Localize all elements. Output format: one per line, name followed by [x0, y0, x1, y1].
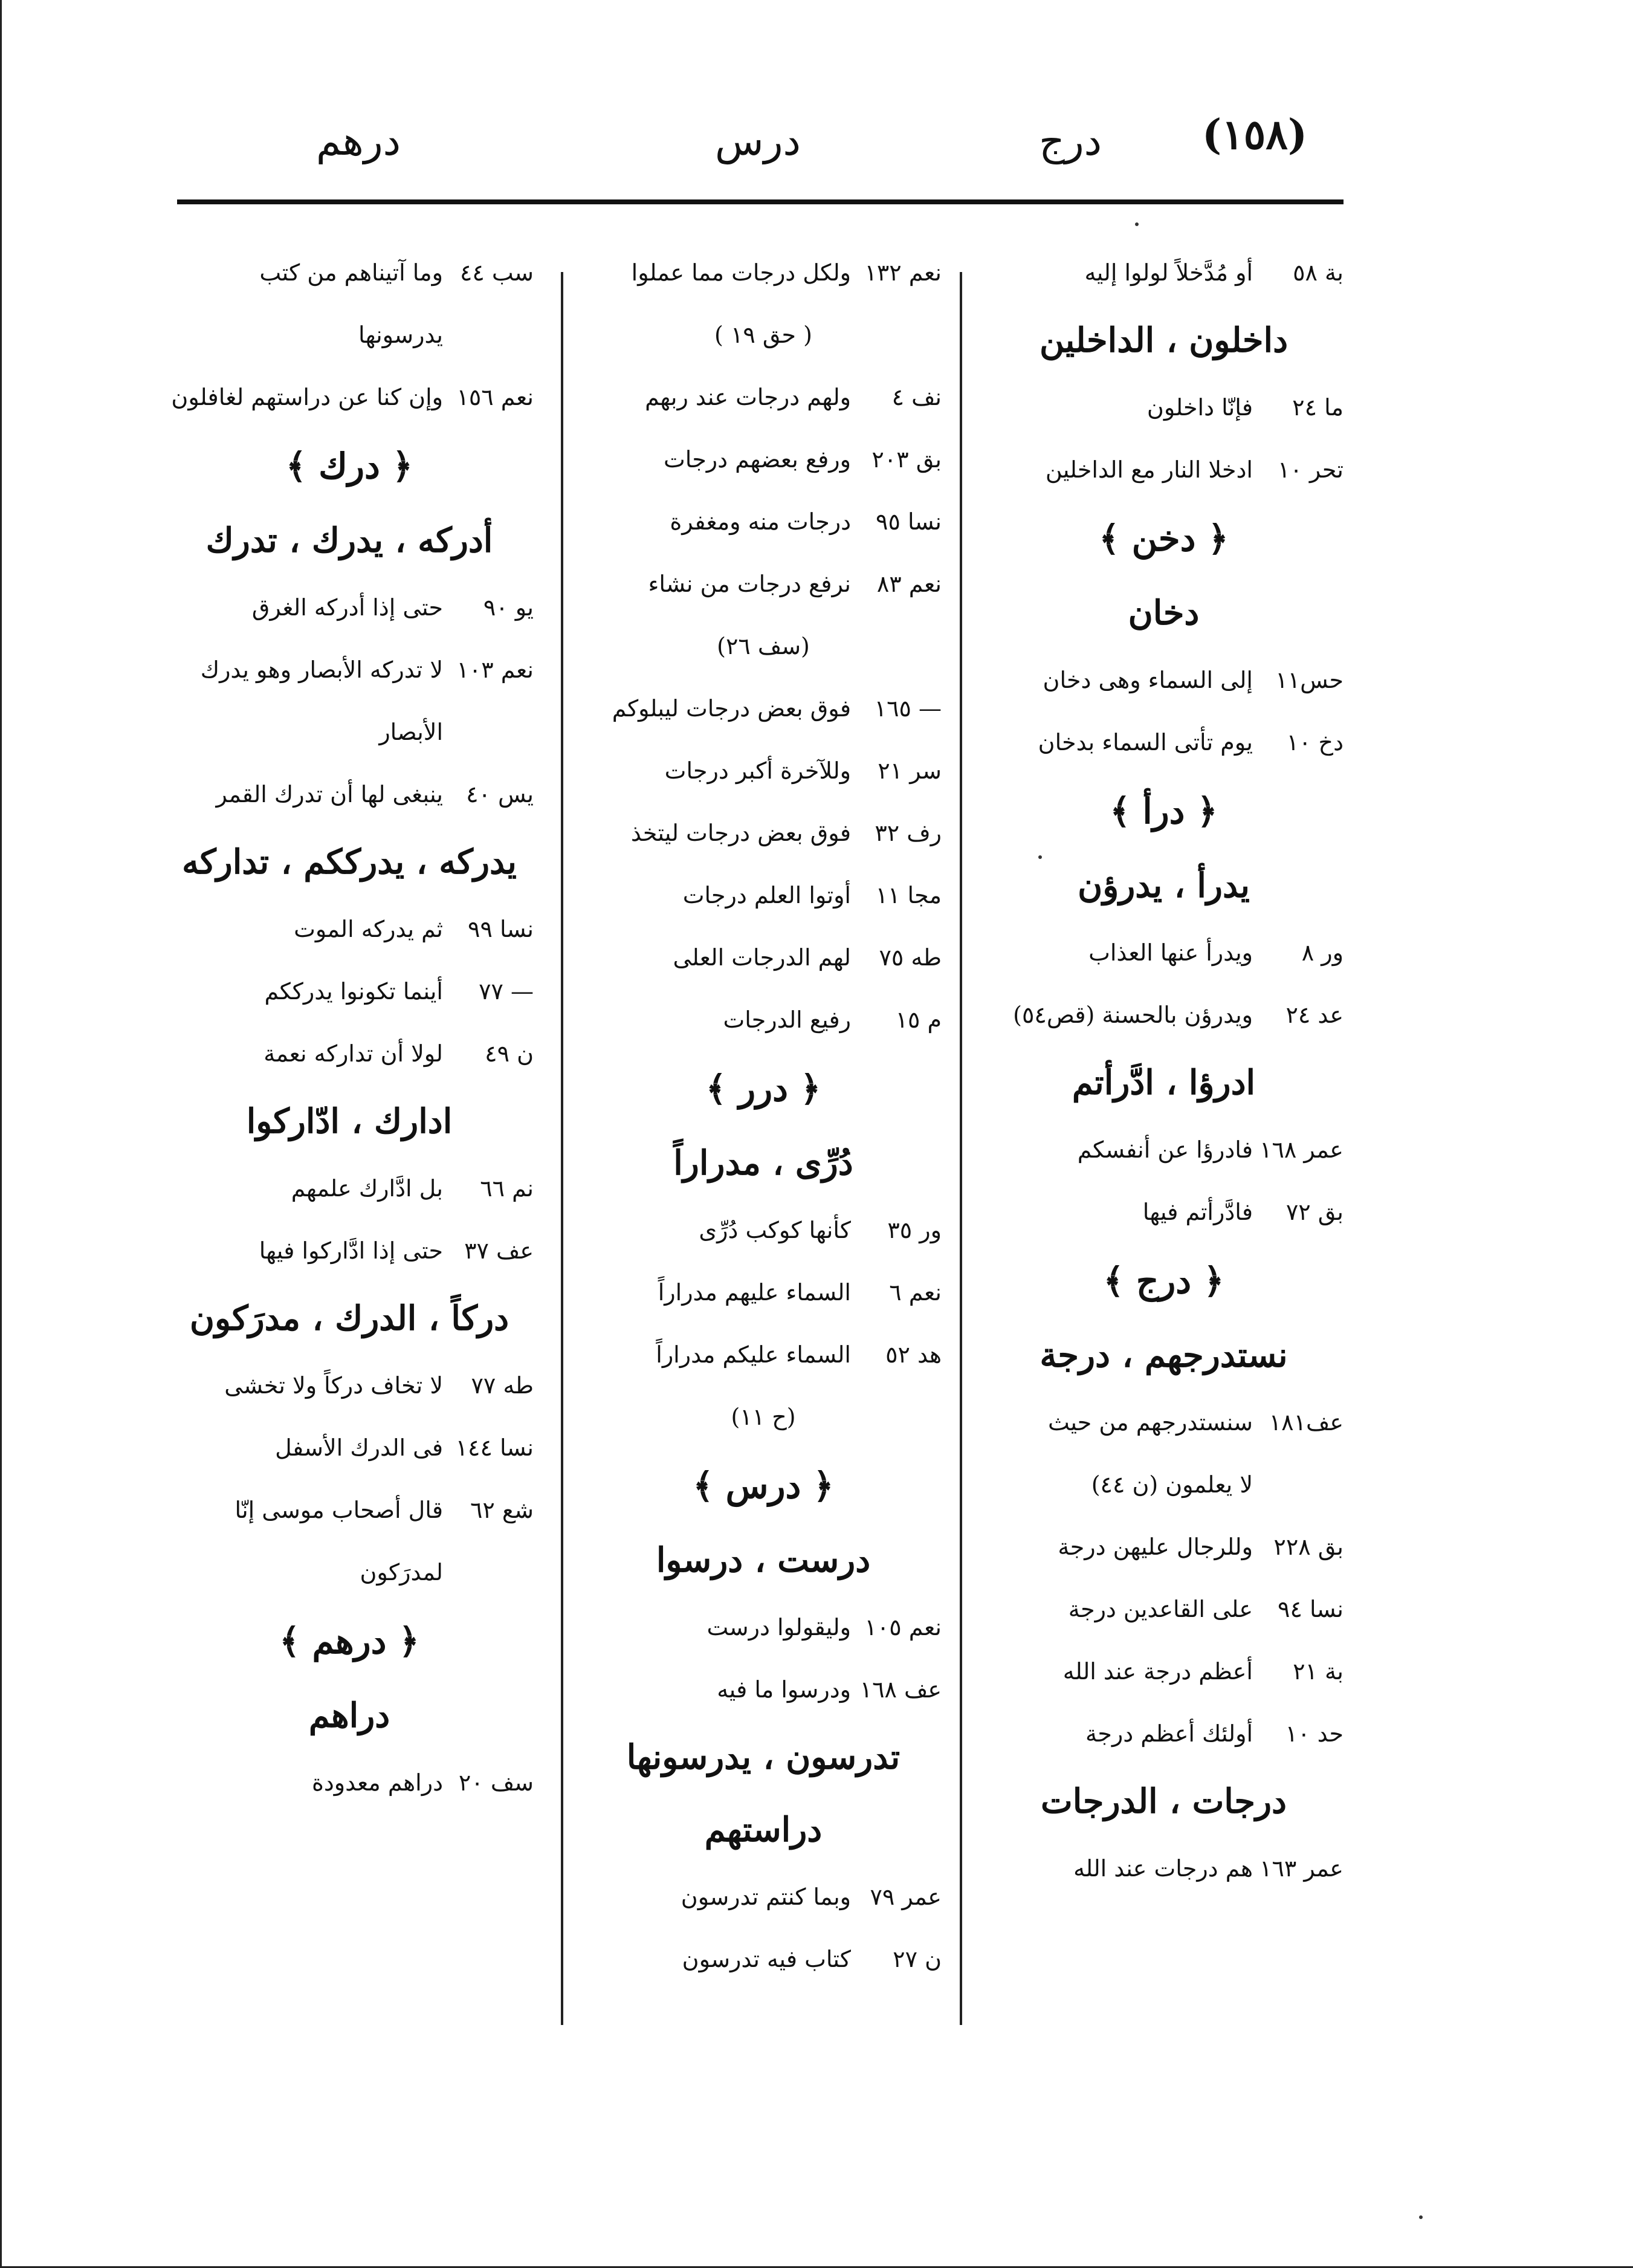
entry-text: ادخلا النار مع الداخلين — [1045, 456, 1253, 483]
headword: دركاً ، الدرك ، مدرَكون — [189, 1298, 509, 1338]
entry-line — [585, 429, 942, 491]
entry-line — [165, 366, 534, 429]
entry-text: وما آتيناهم من كتب — [259, 259, 443, 286]
entry-text: أولئك أعظم درجة — [1085, 1720, 1253, 1747]
entry-reference: ور ٣٥ — [887, 1217, 942, 1243]
page-header — [177, 106, 1344, 190]
headword: دراستهم — [704, 1810, 823, 1850]
entry-text: دراهم معدودة — [311, 1769, 443, 1796]
entry-reference: عمر ٧٩ — [870, 1884, 942, 1910]
entry-line — [165, 1355, 534, 1417]
entry-reference: بة ٥٨ — [1293, 259, 1344, 286]
root-heading: ﴿ درأ ﴾ — [1110, 791, 1218, 832]
entry-reference: تحر ١٠ — [1278, 456, 1344, 483]
entry-reference: نف ٤ — [891, 384, 942, 410]
cross-reference: ( حق ١٩ ) — [714, 322, 812, 348]
entry-text: أينما تكونوا يدرككم — [264, 978, 443, 1005]
entry-text: ورفع بعضهم درجات — [663, 446, 851, 473]
entry-text: لا تخاف دركاً ولا تخشى — [224, 1372, 443, 1399]
entry-line — [585, 864, 942, 927]
entry-text: لهم الدرجات العلى — [673, 944, 851, 971]
entry-line — [165, 639, 534, 701]
entry-text: حتى إذا ادَّاركوا فيها — [259, 1237, 443, 1264]
entry-line — [585, 989, 942, 1051]
entry-text: ثم يدركه الموت — [294, 916, 443, 942]
entry-reference: طه ٧٥ — [879, 944, 942, 971]
entry-text: كأنها كوكب دُرِّى — [699, 1217, 851, 1243]
entry-reference: نعم ١٠٥ — [864, 1614, 942, 1641]
headword: أدركه ، يدرك ، تدرك — [205, 520, 493, 560]
entry-line — [585, 1262, 942, 1324]
entry-line — [585, 740, 942, 802]
entry-reference: سر ٢١ — [878, 757, 942, 784]
entry-line — [984, 1578, 1344, 1641]
column-right — [984, 242, 1344, 1900]
entry-reference: هد ٥٢ — [885, 1341, 942, 1368]
entry-line — [984, 439, 1344, 501]
entry-text: كتاب فيه تدرسون — [682, 1946, 851, 1972]
entry-continuation: لا يعلمون (ن ٤٤) — [1091, 1471, 1253, 1498]
entry-text: وإن كنا عن دراستهم لغافلون — [171, 384, 443, 410]
entry-text: هم درجات عند الله — [1073, 1855, 1253, 1882]
entry-reference: عف ٣٧ — [464, 1237, 534, 1264]
entry-line — [165, 763, 534, 826]
entry-reference: نسا ٩٩ — [468, 916, 534, 942]
entry-reference: يو ٩٠ — [483, 594, 534, 621]
page-number: (١٥٨) — [1202, 111, 1307, 159]
entry-line — [585, 491, 942, 553]
entry-line — [585, 1928, 942, 1991]
entry-reference: شع ٦٢ — [470, 1497, 534, 1523]
entry-text: وللآخرة أكبر درجات — [664, 757, 851, 784]
entry-text: السماء عليكم مدراراً — [656, 1341, 851, 1368]
entry-text: إلى السماء وهى دخان — [1043, 667, 1253, 693]
speck — [1135, 222, 1139, 226]
entry-reference: نعم ٨٣ — [876, 571, 942, 597]
entry-text: أوتوا العلم درجات — [682, 882, 851, 909]
entry-line — [585, 1199, 942, 1262]
entry-reference: بة ٢١ — [1293, 1658, 1344, 1685]
headword: دخان — [1128, 593, 1200, 633]
entry-text: رفيع الدرجات — [723, 1006, 851, 1033]
entry-text: نرفع درجات من نشاء — [648, 571, 851, 597]
entry-line — [165, 577, 534, 639]
entry-line — [585, 366, 942, 429]
entry-line — [165, 1752, 534, 1814]
entry-reference: دخ ١٠ — [1286, 729, 1344, 756]
entry-line — [984, 377, 1344, 439]
entry-reference: م ١٥ — [895, 1006, 942, 1033]
entry-text: درجات منه ومغفرة — [670, 508, 851, 535]
entry-text: على القاعدين درجة — [1068, 1596, 1253, 1622]
entry-text: ودرسوا ما فيه — [717, 1676, 851, 1703]
root-heading: ﴿ درك ﴾ — [286, 446, 413, 487]
entry-reference: نعم ١٥٦ — [456, 384, 534, 410]
entry-text: أو مُدَّخلاً لولوا إليه — [1084, 259, 1253, 286]
entry-reference: مجا ١١ — [875, 882, 942, 909]
entry-line — [984, 1703, 1344, 1765]
headword: نستدرجهم ، درجة — [1040, 1335, 1288, 1375]
column-left — [165, 242, 534, 1814]
entry-line — [984, 649, 1344, 711]
entry-text: لولا أن تداركه نعمة — [264, 1040, 443, 1067]
headword: دُرِّى ، مدراراً — [673, 1143, 853, 1183]
entry-line — [585, 1596, 942, 1659]
entry-reference: ما ٢٤ — [1292, 394, 1344, 421]
entry-reference: — ٧٧ — [479, 978, 534, 1005]
entry-text: فوق بعض درجات ليبلوكم — [612, 695, 851, 722]
entry-line — [984, 1181, 1344, 1243]
entry-line — [585, 802, 942, 864]
entry-reference: عف١٨١ — [1269, 1409, 1344, 1436]
entry-reference: عمر ١٦٨ — [1260, 1136, 1344, 1163]
entry-text: وبما كنتم تدرسون — [681, 1884, 851, 1910]
entry-continuation: يدرسونها — [358, 322, 443, 348]
header-root-center: درس — [715, 118, 801, 164]
entry-line — [984, 242, 1344, 304]
entry-text: فادَّرأتم فيها — [1142, 1199, 1253, 1225]
entry-text: السماء عليهم مدراراً — [658, 1279, 851, 1306]
entry-line — [585, 1324, 942, 1386]
root-heading: ﴿ درس ﴾ — [693, 1465, 834, 1506]
entry-text: حتى إذا أدركه الغرق — [251, 594, 443, 621]
entry-text: بل ادَّارك علمهم — [291, 1175, 443, 1202]
entry-text: يوم تأتى السماء بدخان — [1038, 729, 1253, 756]
entry-reference: عمر ١٦٣ — [1260, 1855, 1344, 1882]
entry-line — [585, 1659, 942, 1721]
cross-reference: (ح ١١) — [731, 1404, 796, 1430]
entry-line — [984, 1516, 1344, 1578]
speck — [1038, 855, 1042, 859]
entry-continuation: الأبصار — [379, 719, 443, 745]
entry-continuation: لمدرَكون — [360, 1559, 443, 1586]
entry-text: فادرؤا عن أنفسكم — [1077, 1136, 1253, 1163]
root-heading: ﴿ درهم ﴾ — [279, 1621, 419, 1662]
headword: ادارك ، ادّاركوا — [246, 1101, 453, 1141]
entry-text: سنستدرجهم من حيث — [1048, 1409, 1253, 1436]
entry-reference: نعم ٦ — [889, 1279, 942, 1306]
entry-text: ينبغى لها أن تدرك القمر — [216, 781, 443, 808]
entry-text: ولكل درجات مما عملوا — [631, 259, 851, 286]
headword: دراهم — [308, 1696, 390, 1735]
headword: داخلون ، الداخلين — [1039, 320, 1289, 360]
entry-line — [165, 1158, 534, 1220]
column-middle — [585, 242, 942, 1991]
speck — [1419, 2215, 1423, 2219]
entry-text: وليقولوا درست — [707, 1614, 851, 1641]
entry-line — [984, 984, 1344, 1046]
entry-reference: سب ٤٤ — [459, 259, 534, 286]
entry-line — [984, 1392, 1344, 1454]
entry-text: قال أصحاب موسى إنّا — [234, 1497, 443, 1523]
headword: ادرؤا ، ادَّرأتم — [1072, 1063, 1256, 1103]
entry-reference: نسا ١٤٤ — [455, 1434, 534, 1461]
column-divider-left — [561, 272, 563, 2025]
entry-line — [165, 1220, 534, 1282]
entry-reference: عف ١٦٨ — [859, 1676, 942, 1703]
entry-line — [165, 1479, 534, 1541]
entry-line — [165, 242, 534, 304]
header-root-right: درج — [1039, 118, 1102, 164]
entry-line — [984, 922, 1344, 984]
entry-text: ويدرؤن بالحسنة (قص٥٤) — [1013, 1002, 1253, 1028]
entry-reference: نعم ١٣٢ — [864, 259, 942, 286]
entry-reference: نسا ٩٥ — [876, 508, 942, 535]
headword: يدركه ، يدرككم ، تداركه — [182, 842, 517, 882]
entry-text: أعظم درجة عند الله — [1062, 1658, 1253, 1685]
entry-line — [984, 1119, 1344, 1181]
entry-reference: رف ٣٢ — [875, 820, 942, 846]
entry-reference: بق ٢٢٨ — [1273, 1534, 1344, 1560]
root-heading: ﴿ درج ﴾ — [1103, 1260, 1224, 1301]
entry-reference: — ١٦٥ — [874, 695, 942, 722]
entry-reference: نسا ٩٤ — [1278, 1596, 1344, 1622]
header-root-left: درهم — [316, 118, 401, 164]
entry-reference: نم ٦٦ — [480, 1175, 534, 1202]
entry-line — [585, 1866, 942, 1928]
cross-reference: (سف ٢٦) — [717, 633, 810, 659]
entry-reference: حس١١ — [1275, 667, 1344, 693]
headword: درجات ، الدرجات — [1041, 1781, 1287, 1821]
entry-reference: ن ٢٧ — [893, 1946, 942, 1972]
column-divider-right — [960, 272, 962, 2025]
entry-reference: نعم ١٠٣ — [456, 656, 534, 683]
entry-reference: بق ٢٠٣ — [871, 446, 942, 473]
headword: يدرأ ، يدرؤن — [1078, 866, 1250, 906]
entry-reference: يس ٤٠ — [466, 781, 534, 808]
entry-text: فإنّا داخلون — [1146, 394, 1253, 421]
entry-text: لا تدركه الأبصار وهو يدرك — [200, 656, 443, 683]
root-heading: ﴿ دخن ﴾ — [1099, 518, 1229, 559]
entry-text: ولهم درجات عند ربهم — [645, 384, 851, 410]
entry-line — [984, 711, 1344, 774]
entry-reference: ور ٨ — [1301, 939, 1344, 966]
headword: تدرسون ، يدرسونها — [626, 1737, 901, 1777]
entry-line — [984, 1641, 1344, 1703]
root-heading: ﴿ درر ﴾ — [705, 1068, 821, 1109]
entry-text: وللرجال عليهن درجة — [1058, 1534, 1253, 1560]
entry-reference: حد ١٠ — [1285, 1720, 1344, 1747]
entry-text: فى الدرك الأسفل — [275, 1434, 443, 1461]
entry-reference: سف ٢٠ — [458, 1769, 534, 1796]
entry-reference: عد ٢٤ — [1285, 1002, 1344, 1028]
entry-line — [165, 1023, 534, 1085]
entry-line — [585, 927, 942, 989]
entry-reference: طه ٧٧ — [471, 1372, 534, 1399]
entry-text: ويدرأ عنها العذاب — [1088, 939, 1253, 966]
entry-line — [984, 1838, 1344, 1900]
entry-line — [585, 678, 942, 740]
entry-reference: ن ٤٩ — [485, 1040, 534, 1067]
entry-text: فوق بعض درجات ليتخذ — [630, 820, 851, 846]
entry-line — [165, 898, 534, 961]
entry-line — [165, 961, 534, 1023]
headword: درست ، درسوا — [656, 1540, 871, 1580]
entry-line — [585, 242, 942, 304]
entry-line — [165, 1417, 534, 1479]
entry-reference: بق ٧٢ — [1285, 1199, 1344, 1225]
header-rule — [177, 199, 1344, 204]
entry-line — [585, 553, 942, 615]
